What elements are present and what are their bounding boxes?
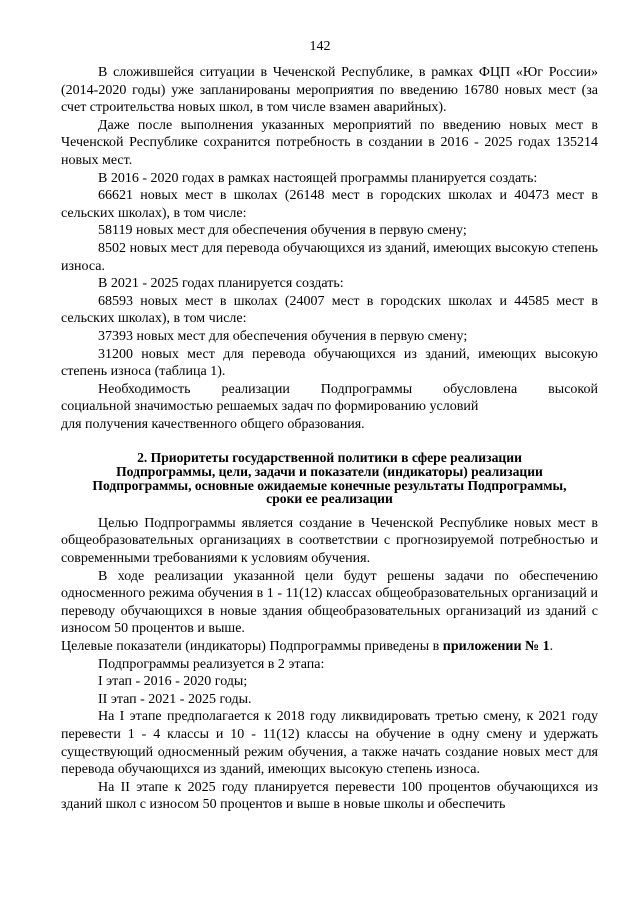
paragraph-tasks: В ходе реализации указанной цели будут решены задачи по обеспечению односменного режима обучения в 1 - 11(12) классах общеобразовательных организаций и переводу обучающихся в новые здания общеобразовательных организаций из зданий с износом 50 процентов и выше. [61, 568, 598, 637]
paragraph-necessity-line-2: социальной значимостью решаемых задач по формированию условий [61, 399, 479, 415]
paragraph-plan-2016-2020: В 2016 - 2020 годах в рамках настоящей программы планируется создать: [98, 170, 538, 186]
paragraph-stage-2: II этап - 2021 - 2025 годы. [98, 691, 252, 707]
paragraph-stage-2-plan: На II этапе к 2025 году планируется перевести 100 процентов обучающихся из зданий школ с износом 50 процентов и выше в новые школы и обеспечить [61, 779, 598, 813]
indicators-text: Целевые показатели (индикаторы) Подпрограммы приведены в [61, 639, 443, 654]
paragraph-worn-buildings-2016-2020: 8502 новых мест для перевода обучающихся из зданий, имеющих высокую степень износа. [61, 240, 598, 274]
paragraph-plan-2021-2025: В 2021 - 2025 годах планируется создать: [98, 276, 344, 292]
paragraph-goal: Целью Подпрограммы является создание в Чеченской Республике новых мест в общеобразовательных организациях в соответствии с прогнозируемой потребностью и современными требованиями к условиям обучения. [61, 515, 598, 567]
paragraph-necessity-line-1: Необходимость реализации Подпрограммы обусловлена высокой [98, 381, 598, 397]
appendix-reference: приложении № 1 [442, 639, 550, 654]
paragraph-worn-buildings-2021-2025: 31200 новых мест для перевода обучающихся из зданий, имеющих высокую степень износа (таблица 1). [61, 346, 598, 380]
paragraph-necessity-line-3: для получения качественного общего образования. [61, 416, 365, 432]
section-heading-line-3: Подпрограммы, основные ожидаемые конечные результаты Подпрограммы, [92, 477, 567, 493]
page-number: 142 [309, 39, 331, 54]
section-heading-line-1: 2. Приоритеты государственной политики в сфере реализации [137, 450, 522, 466]
section-heading-line-2: Подпрограммы, цели, задачи и показатели (индикаторы) реализации [116, 464, 543, 480]
paragraph-indicators [61, 638, 598, 656]
section-heading [61, 451, 598, 505]
section-heading-line-4: сроки ее реализации [266, 491, 393, 507]
paragraph-stage-1: I этап - 2016 - 2020 годы; [98, 674, 248, 690]
paragraph-remaining-need: Даже после выполнения указанных мероприятий по введению новых мест в Чеченской Республике сохранится потребность в создании в 2016 - 2025 годах 135214 новых мест. [61, 117, 598, 168]
paragraph-stage-1-plan: На I этапе предполагается к 2018 году ликвидировать третью смену, к 2021 году перевести 1 - 4 классы и 10 - 11(12) классы на обучение в одну смену и удержать существующий односменный режим обучения, а также начать создание новых мест для перевода обучающихся из зданий, имеющих высокую степень износа. [61, 709, 598, 778]
indicators-end: . [549, 639, 554, 654]
page-body [61, 64, 598, 814]
paragraph-first-shift-2021-2025: 37393 новых мест для обеспечения обучения в первую смену; [98, 328, 468, 344]
paragraph-south-russia-program: В сложившейся ситуации в Чеченской Республике, в рамках ФЦП «Юг России» (2014-2020 годы) уже запланированы мероприятия по введению 16780 новых мест (за счет строительства новых школ, в том числе взамен аварийных). [61, 65, 598, 116]
paragraph-places-2016-2020: 66621 новых мест в школах (26148 мест в городских школах и 40473 мест в сельских школах), в том числе: [61, 188, 598, 221]
paragraph-places-2021-2025: 68593 новых мест в школах (24007 мест в городских школах и 44585 мест в сельских школах), в том числе: [61, 293, 598, 327]
paragraph-first-shift-2016-2020: 58119 новых мест для обеспечения обучения в первую смену; [98, 223, 467, 239]
paragraph-stages: Подпрограммы реализуется в 2 этапа: [98, 656, 325, 672]
